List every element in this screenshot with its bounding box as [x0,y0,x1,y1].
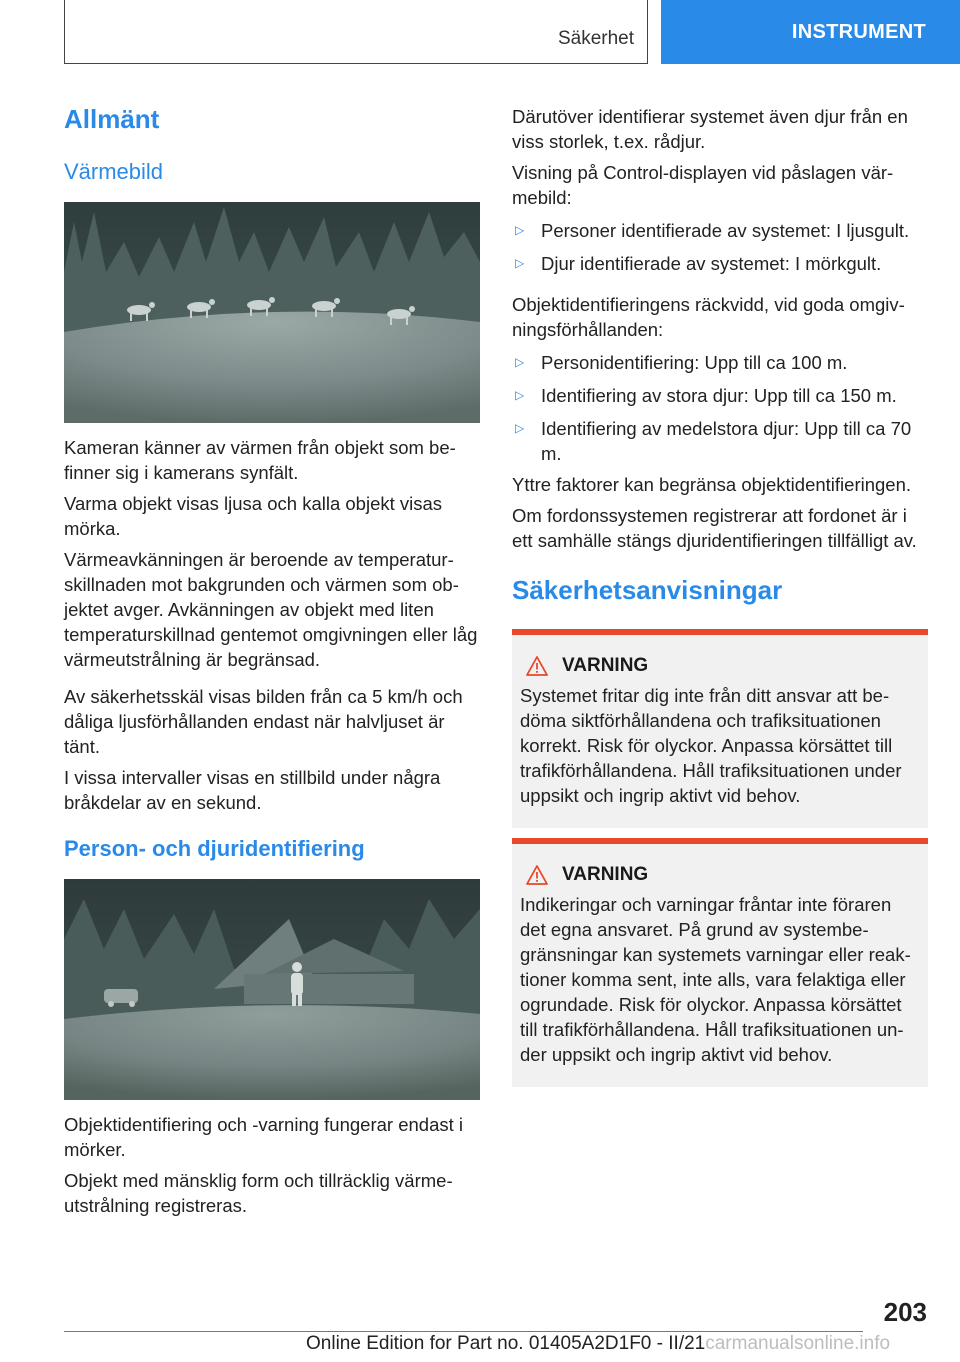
list-item: ▷ Personer identifierade av systemet: I ljusgult. [515,220,910,241]
triangle-bullet-icon: ▷ [515,256,525,270]
list-item: ▷ Identifiering av medelstora djur: Upp till ca 70 m. [515,418,912,464]
detection-range-list [512,350,928,466]
paragraph-built-up-area: Om fordonssystemen registrerar att fordonet är i ett samhälle stängs djuridentifieringen tillfälligt av. [512,505,917,551]
thermal-person-scene [64,879,480,1100]
warning-title: VARNING [562,864,649,885]
paragraph-warm-bright: Varma objekt visas ljusa och kalla objekt visas mörka. [64,493,443,539]
footer-edition [306,1333,890,1355]
edition-text: Online Edition for Part no. 01405A2D1F0 - II/21 [306,1333,706,1354]
paragraph-camera-senses: Kameran känner av värmen från objekt som befinner sig i kamerans synfält. [64,437,456,483]
paragraph-detection-range: Objektidentifieringens räckvidd, vid goda omgivningsförhållanden: [512,294,905,340]
warning-text: Systemet fritar dig inte från ditt ansvar att bedöma siktförhållandena och trafiksituationen korrekt. Risk för olyckor. Anpassa körsättet till trafikförhållandena. Håll trafiksituationen under uppsikt och ingrip aktivt vid behov. [520,685,902,806]
list-item: ▷ Identifiering av stora djur: Upp till ca 150 m. [515,385,897,406]
paragraph-animal-size: Därutöver identifierar systemet även djur från en viss storlek, t.ex. rådjur. [512,106,908,152]
paragraph-control-display: Visning på Control-displayen vid påslagen värmebild: [512,162,894,208]
footer-divider [64,1331,863,1332]
warning-triangle-icon [526,656,548,676]
thermal-deer-scene [64,202,480,423]
watermark-text: carmanualsonline.info [705,1333,891,1354]
paragraph-external-factors: Yttre faktorer kan begränsa objektidentifieringen. [512,474,912,495]
chapter-tab-label: INSTRUMENT [791,20,926,43]
warning-header [520,653,920,679]
thermal-image-illustration [64,202,480,423]
triangle-bullet-icon: ▷ [515,421,525,435]
list-item: ▷ Djur identifierade av systemet: I mörkgult. [515,253,882,274]
header-section-title: Säkerhet [557,28,634,49]
heading-thermal-image: Värmebild [64,159,164,184]
list-item: ▷ Personidentifiering: Upp till ca 100 m. [515,352,848,373]
paragraph-safety-speed: Av säkerhetsskäl visas bilden från ca 5 km/h och dåliga ljusförhållanden endast när halvljuset är tänt. [64,686,463,757]
left-column [64,100,480,1218]
display-color-list [512,218,928,276]
warning-header [520,862,920,888]
page-number: 203 [883,1297,927,1327]
header-chapter-tab[interactable] [661,0,960,64]
triangle-bullet-icon: ▷ [515,223,525,237]
warning-box-2 [512,838,928,1087]
paragraph-dark-only: Objektidentifiering och -varning fungerar endast i mörker. [64,1114,464,1160]
paragraph-detection-depends: Värmeavkänningen är beroende av temperaturskillnaden mot bakgrunden och värmen som objektet avger. Avkänningen av objekt med liten temperaturskillnad gentemot omgivningen eller låg värmeutstrålning är begränsad. [64,549,478,670]
heading-general: Allmänt [64,104,160,134]
right-column [512,104,928,1087]
triangle-bullet-icon: ▷ [515,355,525,369]
heading-safety-notes: Säkerhetsanvisningar [512,575,783,605]
paragraph-still-image: I vissa intervaller visas en stillbild under några bråkdelar av en sekund. [64,767,441,813]
warning-triangle-icon [526,865,548,885]
triangle-bullet-icon: ▷ [515,388,525,402]
person-detection-illustration [64,879,480,1100]
heading-person-animal-detection: Person- och djuridentifiering [64,836,365,861]
warning-text: Indikeringar och varningar fråntar inte föraren det egna ansvaret. På grund av systembegränsningar kan systemets varningar eller reaktioner komma sent, inte alls, vara felaktiga eller ogrundade. Risk för olyckor. Anpassa körsättet till trafikförhållandena. Håll trafiksituationen under uppsikt och ingrip aktivt vid behov. [520,894,911,1065]
warning-box-1 [512,629,928,828]
warning-title: VARNING [562,655,649,676]
paragraph-human-shape: Objekt med mänsklig form och tillräcklig värmeutstrålning registreras. [64,1170,453,1216]
